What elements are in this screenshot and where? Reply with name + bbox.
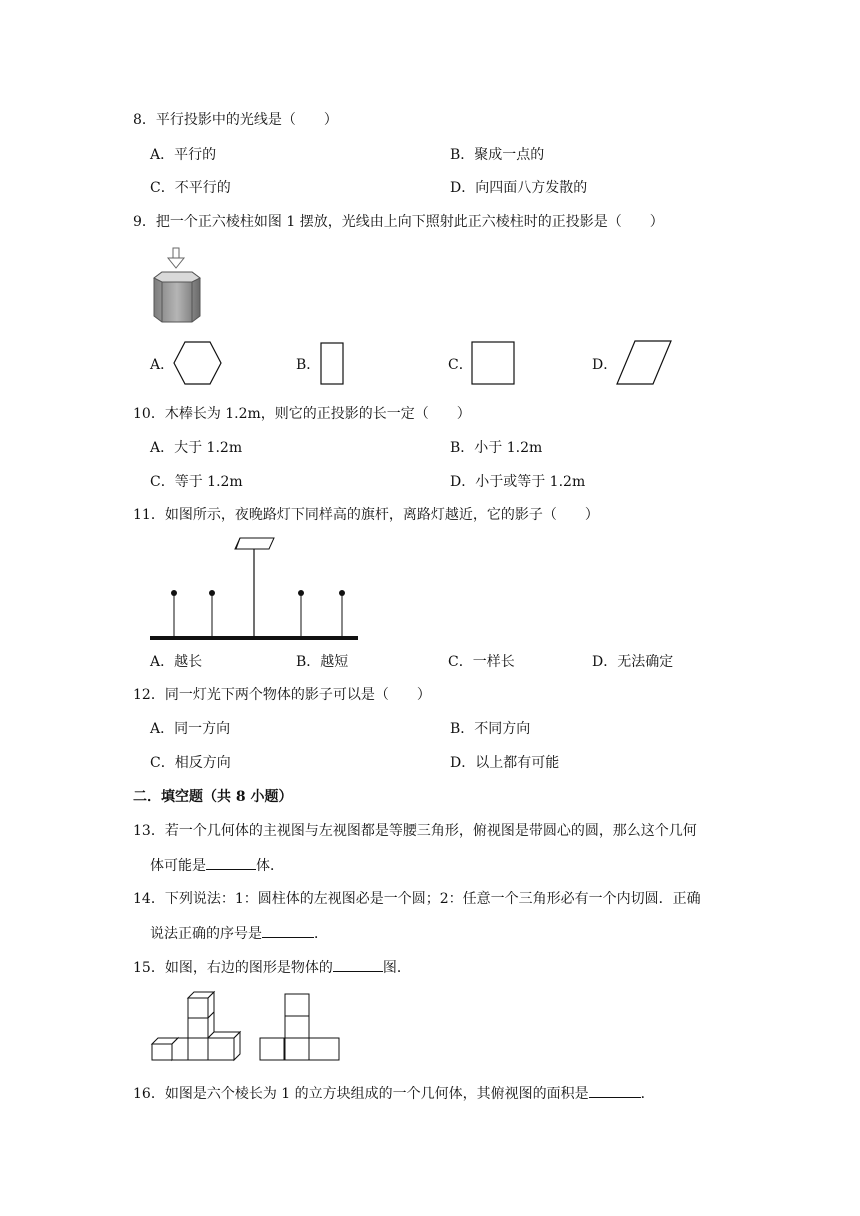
q16-post: ． bbox=[640, 1086, 655, 1102]
q16-answer-blank[interactable] bbox=[589, 1083, 641, 1098]
q13-line2-post: 体． bbox=[256, 858, 284, 874]
q11-option-b: B．越短 bbox=[296, 654, 349, 670]
q15-text bbox=[133, 957, 411, 978]
q13-line2 bbox=[150, 855, 284, 876]
q12-stem: 12．同一灯光下两个物体的影子可以是（ ） bbox=[133, 687, 431, 703]
q14-line2 bbox=[150, 923, 328, 944]
q8-option-d: D．向四面八方发散的 bbox=[450, 180, 588, 196]
q16-pre: 16．如图是六个棱长为 1 的立方块组成的一个几何体，其俯视图的面积是 bbox=[133, 1086, 589, 1102]
q10-option-a: A．大于 1.2m bbox=[150, 440, 243, 456]
q14-answer-blank[interactable] bbox=[262, 923, 314, 938]
q9-option-c: C． bbox=[448, 357, 473, 373]
q8-option-b: B．聚成一点的 bbox=[450, 147, 545, 163]
q11-option-d: D．无法确定 bbox=[592, 654, 674, 670]
tall-rectangle-shape bbox=[320, 342, 346, 386]
q9-option-a: A． bbox=[150, 357, 175, 373]
square-shape bbox=[471, 341, 517, 387]
q10-option-d: D．小于或等于 1.2m bbox=[450, 474, 586, 490]
hexagonal-prism-figure bbox=[148, 246, 206, 326]
q10-stem: 10．木棒长为 1.2m，则它的正投影的长一定（ ） bbox=[133, 406, 471, 422]
q11-stem: 11．如图所示，夜晚路灯下同样高的旗杆，离路灯越近，它的影子（ ） bbox=[133, 507, 599, 523]
q12-option-a: A．同一方向 bbox=[150, 721, 231, 737]
q14-line2-post: ． bbox=[314, 926, 328, 942]
q13-line2-pre: 体可能是 bbox=[150, 858, 206, 874]
q9-stem: 9．把一个正六棱柱如图 1 摆放，光线由上向下照射此正六棱柱时的正投影是（ ） bbox=[133, 214, 664, 230]
q14-line1: 14．下列说法：1：圆柱体的左视图必是一个圆；2：任意一个三角形必有一个内切圆．正确 bbox=[133, 891, 701, 907]
q9-option-d: D． bbox=[592, 357, 618, 373]
cube-stack-figure bbox=[148, 990, 348, 1065]
q8-option-c: C．不平行的 bbox=[150, 180, 231, 196]
q14-line2-pre: 说法正确的序号是 bbox=[150, 926, 262, 942]
hexagon-shape bbox=[173, 341, 223, 387]
q9-option-b: B． bbox=[296, 357, 321, 373]
q13-answer-blank[interactable] bbox=[206, 855, 256, 870]
q12-option-d: D．以上都有可能 bbox=[450, 755, 560, 771]
q15-post: 图． bbox=[382, 960, 411, 976]
parallelogram-shape bbox=[615, 340, 673, 386]
street-lamp-figure bbox=[148, 533, 360, 643]
q8-stem: 8．平行投影中的光线是（ ） bbox=[133, 112, 338, 128]
q15-answer-blank[interactable] bbox=[333, 957, 383, 972]
q11-option-a: A．越长 bbox=[150, 654, 203, 670]
q10-option-b: B．小于 1.2m bbox=[450, 440, 543, 456]
section-heading: 二．填空题（共 8 小题） bbox=[133, 789, 293, 805]
q12-option-c: C．相反方向 bbox=[150, 755, 231, 771]
q8-option-a: A．平行的 bbox=[150, 147, 217, 163]
q13-line1: 13．若一个几何体的主视图与左视图都是等腰三角形，俯视图是带圆心的圆，那么这个几何 bbox=[133, 823, 697, 839]
q11-option-c: C．一样长 bbox=[448, 654, 515, 670]
q10-option-c: C．等于 1.2m bbox=[150, 474, 243, 490]
q15-pre: 15．如图，右边的图形是物体的 bbox=[133, 960, 333, 976]
q12-option-b: B．不同方向 bbox=[450, 721, 531, 737]
q16-text bbox=[133, 1083, 655, 1104]
